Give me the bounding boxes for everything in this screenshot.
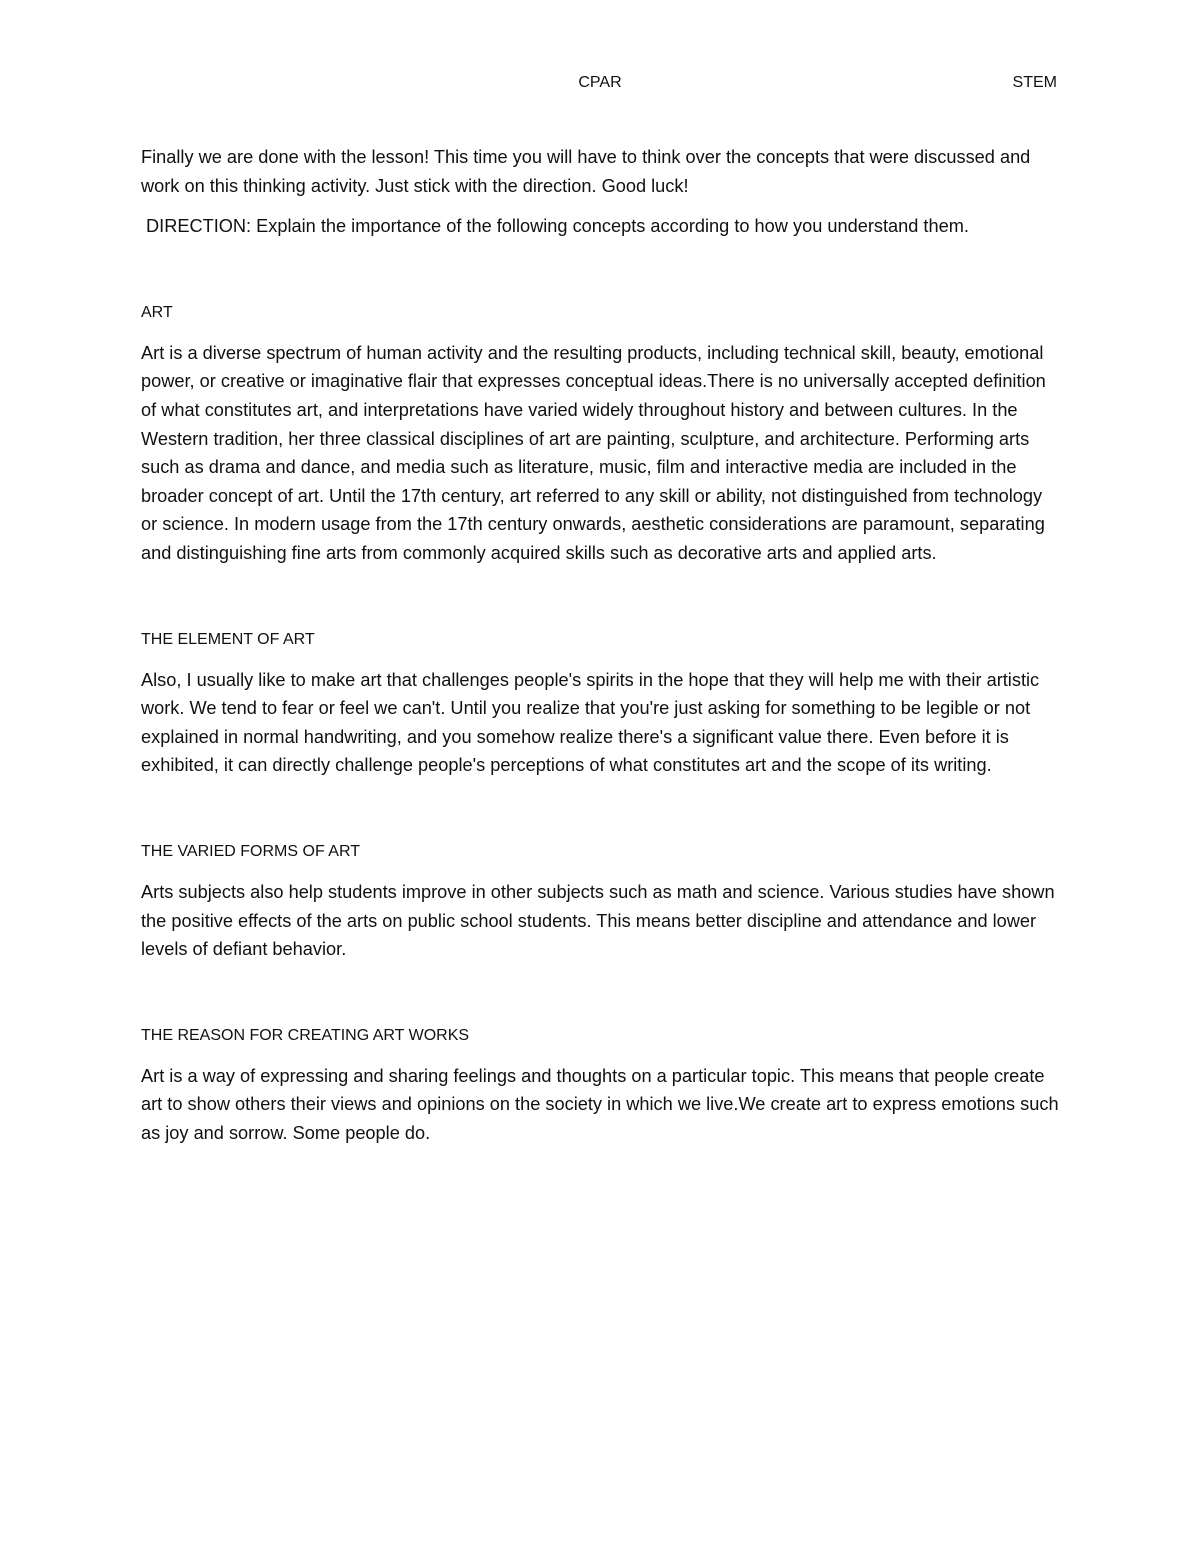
intro-paragraph: Finally we are done with the lesson! This time you will have to think over the concepts that were discussed and work on this thinking activity. Just stick with the direction. Good luck! bbox=[141, 147, 1031, 196]
header-strand: STEM bbox=[1012, 74, 1057, 91]
section-body: Art is a way of expressing and sharing feelings and thoughts on a particular topic. This means that people create art to show others their views and opinions on the society in which we live.We create art to express emotions such as joy and sorrow. Some people do. bbox=[141, 1065, 1059, 1143]
section-art bbox=[141, 301, 1061, 568]
section-varied-forms bbox=[141, 840, 1061, 964]
section-title: THE ELEMENT OF ART bbox=[141, 630, 315, 648]
direction-paragraph: DIRECTION: Explain the importance of the following concepts according to how you understand them. bbox=[146, 216, 969, 237]
section-body: Arts subjects also help students improve in other subjects such as math and science. Various studies have shown the positive effects of the arts on public school students. This means better discipline and attendance and lower levels of defiant behavior. bbox=[141, 881, 1055, 960]
document-body bbox=[141, 143, 1061, 1147]
section-reason-for-creating bbox=[141, 1024, 1061, 1148]
section-title: THE VARIED FORMS OF ART bbox=[141, 842, 360, 860]
section-element-of-art bbox=[141, 628, 1061, 780]
section-body: Also, I usually like to make art that challenges people's spirits in the hope that they will help me with their artistic work. We tend to fear or feel we can't. Until you realize that you're just asking for something to be legible or not explained in normal handwriting, and you somehow realize there's a significant value there. Even before it is exhibited, it can directly challenge people's perceptions of what constitutes art and the scope of its writing. bbox=[141, 669, 1040, 776]
section-title: ART bbox=[141, 303, 173, 321]
header-subject: CPAR bbox=[578, 74, 622, 91]
section-body: Art is a diverse spectrum of human activity and the resulting products, including technical skill, beauty, emotional power, or creative or imaginative flair that expresses conceptual ideas.There is no universally accepted definition of what constitutes art, and interpretations have varied widely throughout history and between cultures. In the Western tradition, her three classical disciplines of art are painting, sculpture, and architecture. Performing arts such as drama and dance, and media such as literature, music, film and interactive media are included in the broader concept of art. Until the 17th century, art referred to any skill or ability, not distinguished from technology or science. In modern usage from the 17th century onwards, aesthetic considerations are paramount, separating and distinguishing fine arts from commonly acquired skills such as decorative arts and applied arts. bbox=[141, 342, 1046, 563]
section-title: THE REASON FOR CREATING ART WORKS bbox=[141, 1026, 470, 1044]
page-header bbox=[0, 74, 1200, 98]
